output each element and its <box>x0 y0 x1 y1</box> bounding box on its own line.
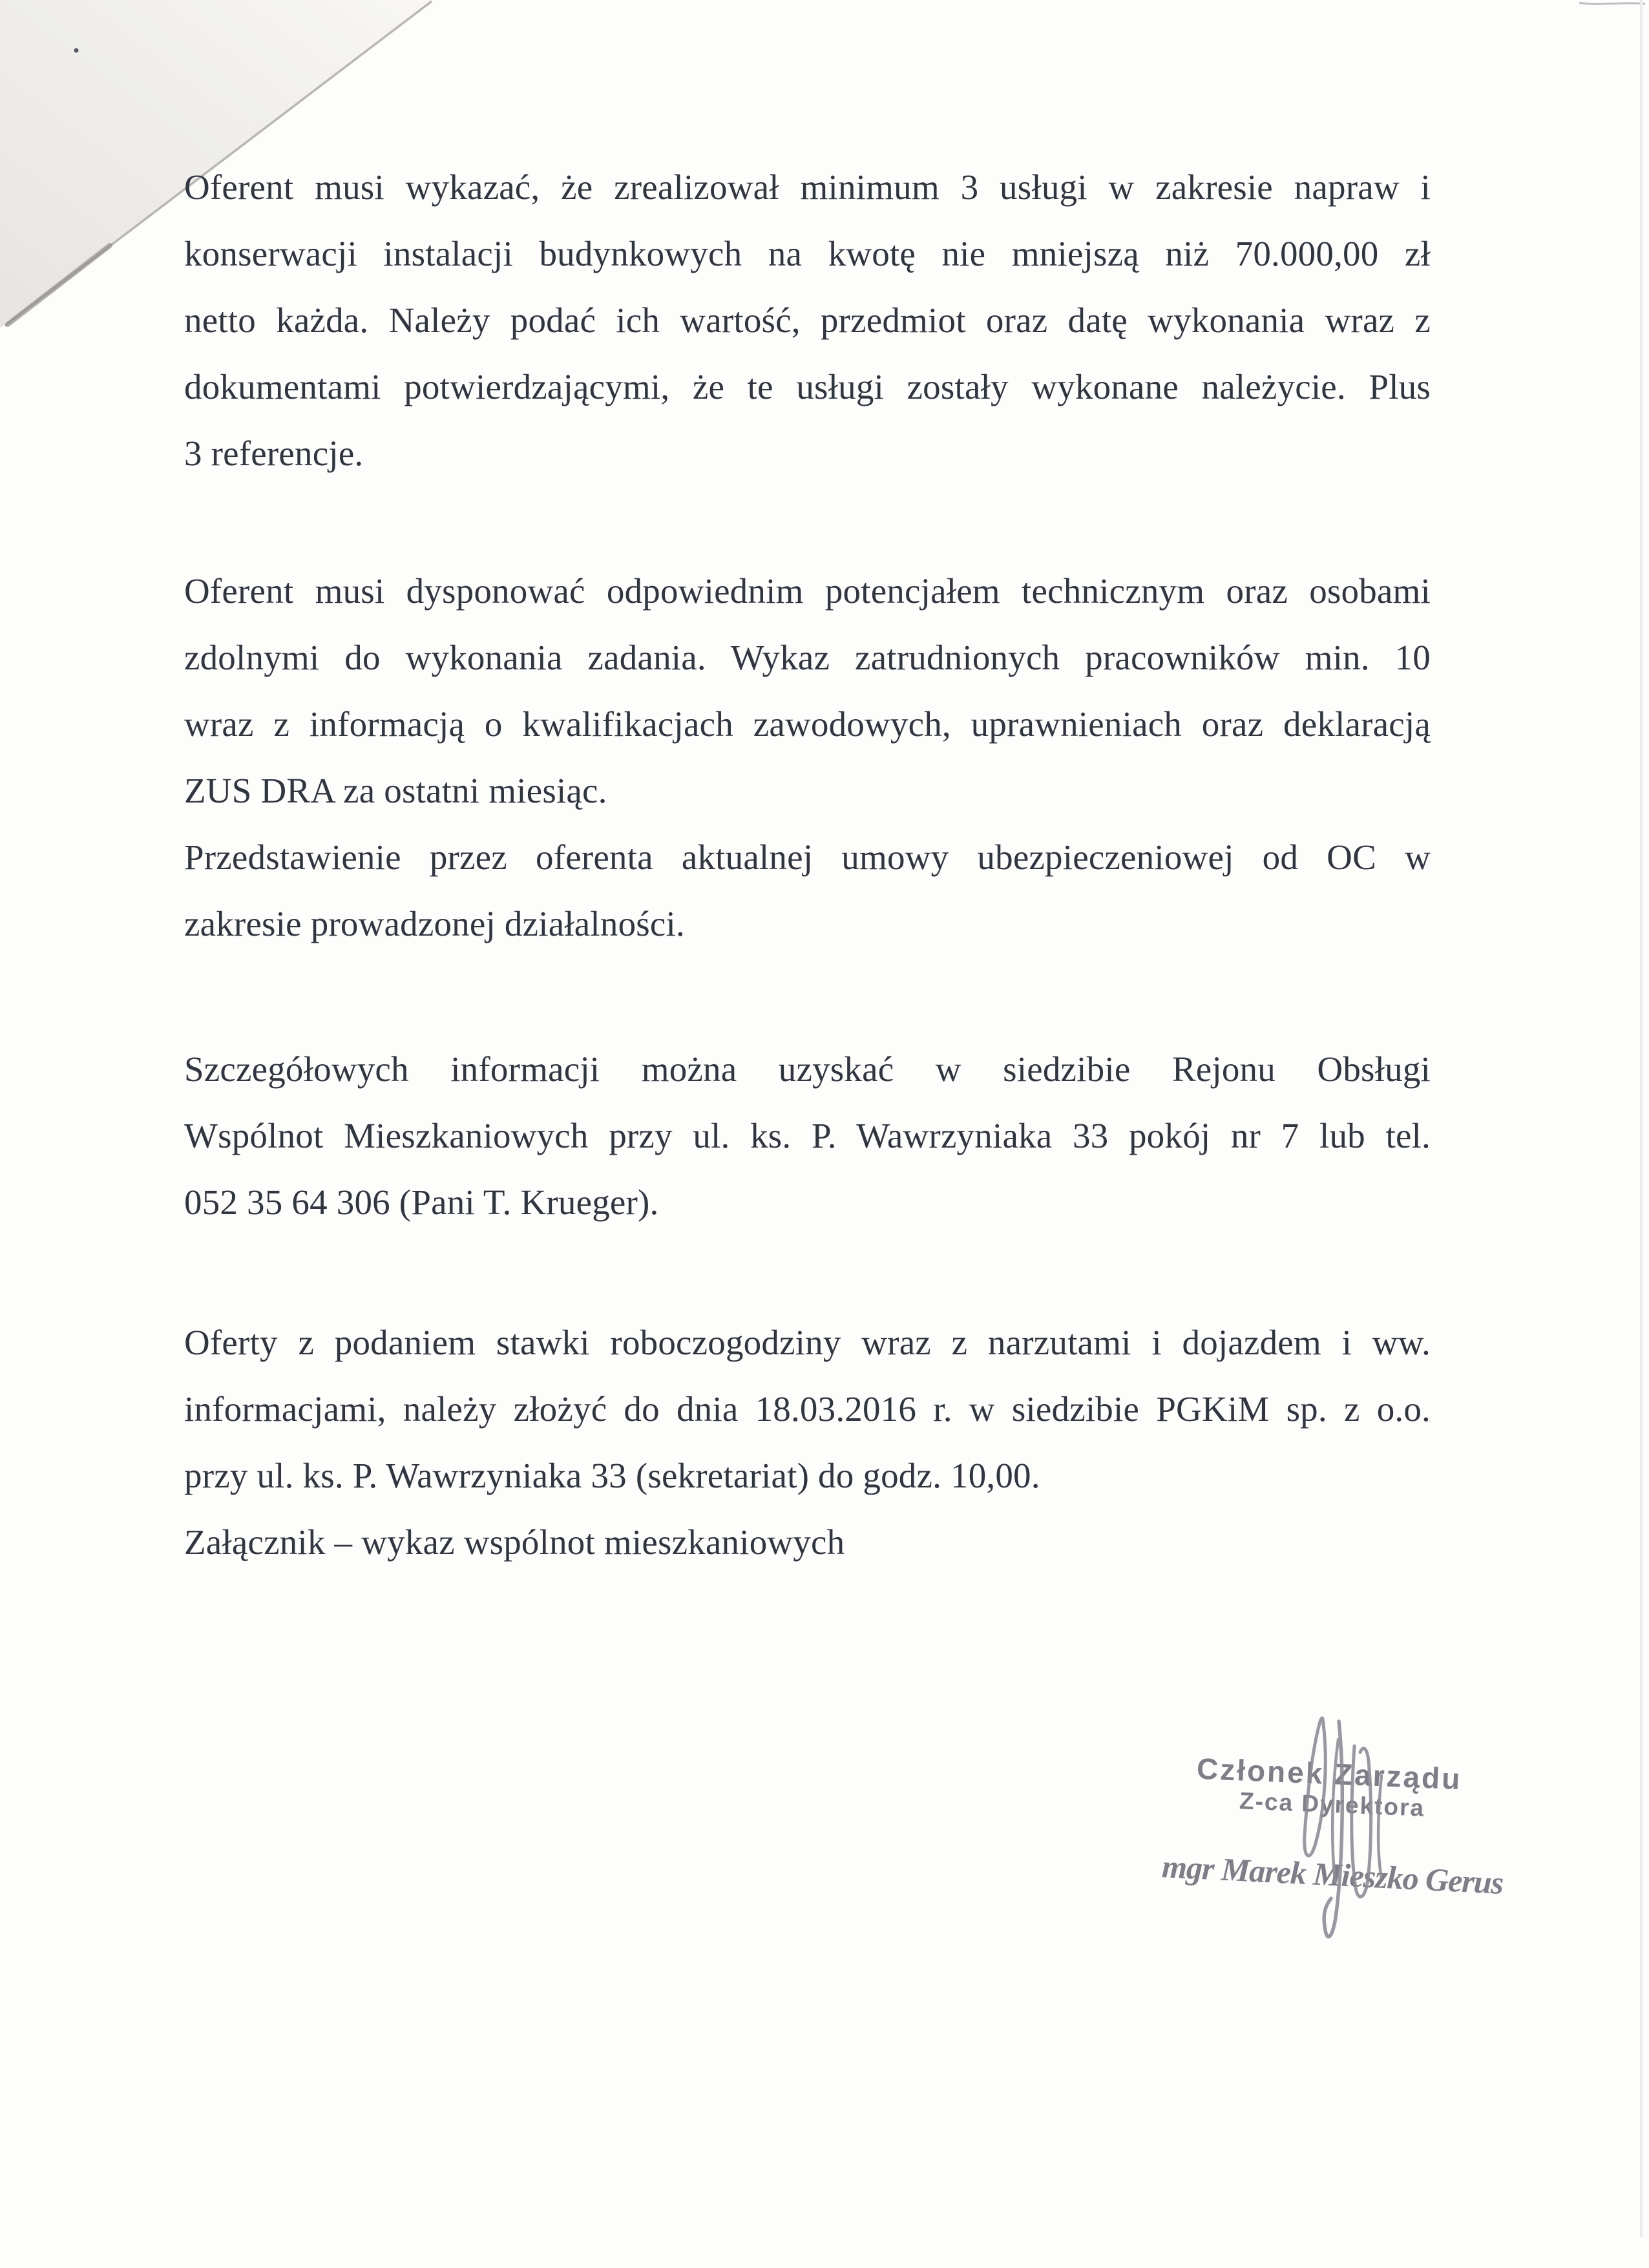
stamp-deputy-line: Z-ca Dyrektora <box>1239 1787 1425 1822</box>
text-line: 052 35 64 306 (Pani T. Krueger). <box>184 1182 659 1222</box>
text-line: informacjami, należy złożyć do dnia 18.03.2016 r. w siedzibie PGKiM sp. z o.o. <box>184 1389 1431 1429</box>
text-line: przy ul. ks. P. Wawrzyniaka 33 (sekretariat) do godz. 10,00. <box>184 1456 1040 1495</box>
text-line: Oferent musi dysponować odpowiednim potencjałem technicznym oraz osobami <box>184 571 1431 611</box>
text-line: Przedstawienie przez oferenta aktualnej umowy ubezpieczeniowej od OC w <box>184 837 1431 877</box>
pencil-mark-top-right <box>1577 0 1648 10</box>
text-line: wraz z informacją o kwalifikacjach zawodowych, uprawnieniach oraz deklaracją <box>184 704 1431 744</box>
signature-stroke <box>1305 1718 1325 1856</box>
signature-stroke <box>1378 1776 1381 1878</box>
text-line: Oferty z podaniem stawki roboczogodziny wraz z narzutami i dojazdem i ww. <box>184 1323 1431 1362</box>
stamp-role-line: Członek Zarządu <box>1196 1751 1463 1796</box>
text-line: 3 referencje. <box>184 434 364 473</box>
text-block-submission <box>184 1309 1431 1575</box>
text-line: ZUS DRA za ostatni miesiąc. <box>184 771 607 810</box>
text-block-capabilities <box>184 558 1431 957</box>
text-line: Załącznik – wykaz wspólnot mieszkaniowych <box>184 1522 845 1562</box>
text-line: Wspólnot Mieszkaniowych przy ul. ks. P. Wawrzyniaka 33 pokój nr 7 lub tel. <box>184 1116 1431 1155</box>
stamp-name-line: mgr Marek Mieszko Gerus <box>1161 1848 1504 1901</box>
signature-scribble <box>1260 1699 1422 1958</box>
signature-stroke <box>1352 1746 1371 1897</box>
text-line: Szczegółowych informacji można uzyskać w siedzibie Rejonu Obsługi <box>184 1049 1431 1089</box>
text-line: konserwacji instalacji budynkowych na kwotę nie mniejszą niż 70.000,00 zł <box>184 234 1431 273</box>
text-line: dokumentami potwierdzającymi, że te usługi zostały wykonane należycie. Plus <box>184 367 1431 406</box>
scan-edge-line <box>1640 0 1643 2237</box>
scan-speck <box>74 48 79 53</box>
text-line: netto każda. Należy podać ich wartość, przedmiot oraz datę wykonania wraz z <box>184 300 1431 340</box>
text-line: Oferent musi wykazać, że zrealizował minimum 3 usługi w zakresie napraw i <box>184 167 1431 207</box>
text-line: zakresie prowadzonej działalności. <box>184 904 685 943</box>
signature-stroke <box>1332 1739 1338 1882</box>
text-block-contact-info <box>184 1036 1431 1235</box>
text-block-requirements <box>184 154 1431 487</box>
text-line: zdolnymi do wykonania zadania. Wykaz zatrudnionych pracowników min. 10 <box>184 638 1431 677</box>
document-text <box>184 154 1431 1575</box>
